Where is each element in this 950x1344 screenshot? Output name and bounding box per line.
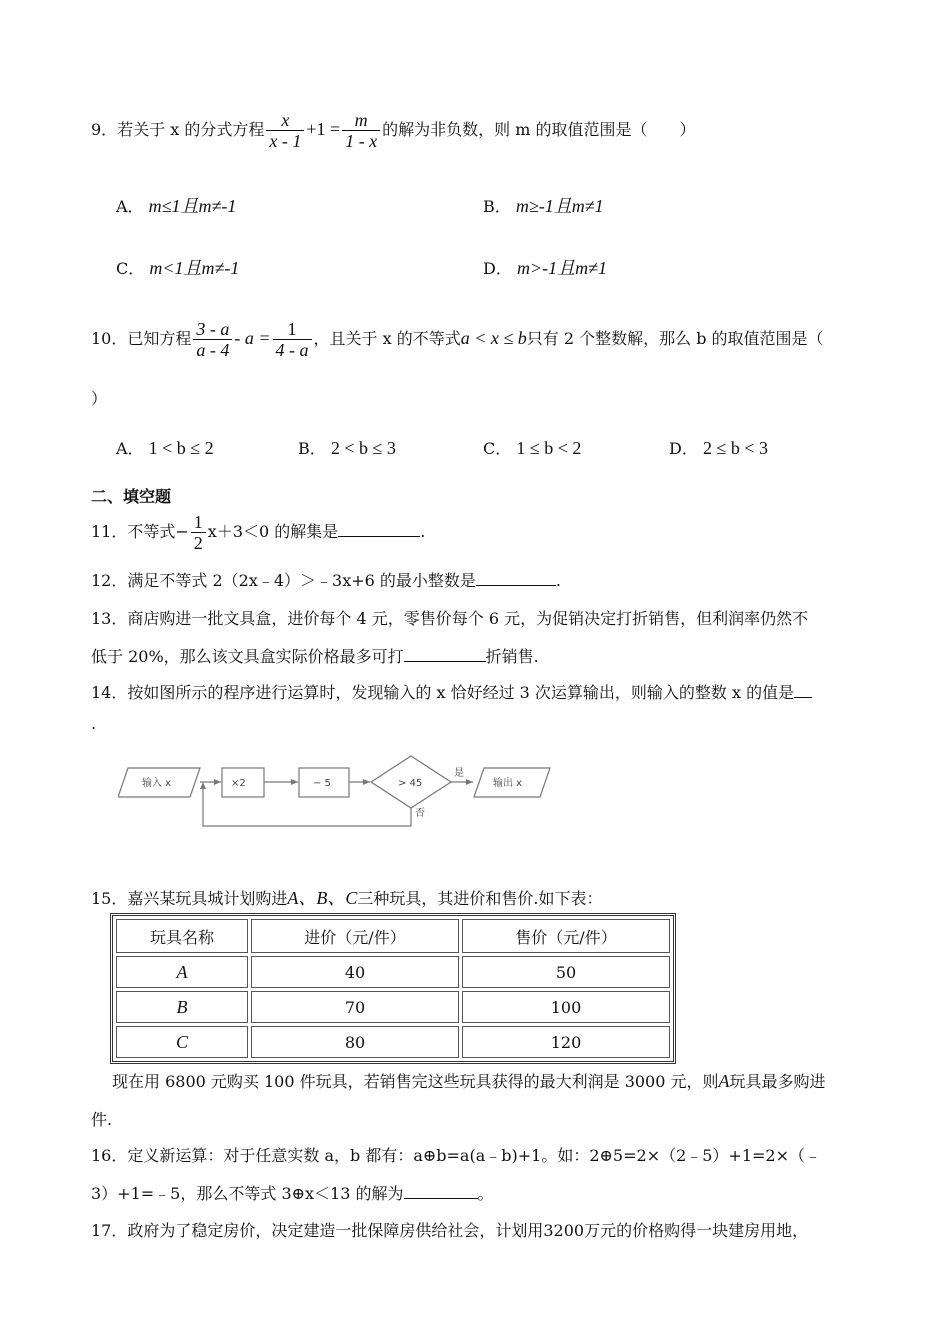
multiply-label: ×2 (231, 778, 246, 789)
fraction: $\frac{3 - a}{a - 4}$ (193, 319, 232, 360)
question-14: 14．按如图所示的程序进行运算时，发现输入的 x 恰好经过 3 次运算输出，则输入的整数 x 的值是 (91, 680, 812, 703)
condition-label: > 45 (398, 778, 423, 789)
header-cell: 进价（元/件） (251, 919, 459, 953)
question-13-line2: 低于 20%，那么该文具盒实际价格最多可打 折销售. (91, 647, 539, 666)
answer-blank[interactable] (794, 683, 812, 698)
option-b[interactable]: B． m≥-1且m≠1 (483, 196, 604, 216)
answer-blank[interactable] (338, 522, 420, 537)
header-cell: 售价（元/件） (462, 919, 670, 953)
header-cell: 玩具名称 (116, 919, 248, 953)
question-16-line2: 3）+1=﹣5，那么不等式 3⊕x＜13 的解为 。 (91, 1184, 494, 1203)
fraction: $\frac{1}{4 - a}$ (273, 319, 312, 360)
fraction: $\frac{x}{x - 1}$ (266, 110, 304, 151)
question-15: 15．嘉兴某玩具城计划购进A、B、C三种玩具，其进价和售价.如下表： (91, 888, 603, 908)
table-row: B 70 100 (116, 991, 670, 1023)
question-13-line1: 13．商店购进一批文具盒，进价每个 4 元，零售价每个 6 元，为促销决定打折销售，但利润率仍然不 (91, 609, 809, 628)
option-b[interactable]: B． 2 < b ≤ 3 (298, 438, 396, 458)
output-label: 输出 x (493, 778, 523, 789)
option-c[interactable]: C． m<1且m≠-1 (116, 258, 240, 278)
question-10-close: ） (91, 389, 108, 408)
question-15-end: 件. (91, 1110, 113, 1129)
fraction: $\frac{m}{1 - x}$ (342, 110, 380, 151)
yes-label: 是 (454, 768, 464, 779)
option-d[interactable]: D． 2 ≤ b < 3 (669, 438, 768, 458)
question-9: 9．若关于 x 的分式方程 $\frac{x}{x - 1}$ +1 = $\frac{m}{1 - x}$ 的解为非负数，则 m 的取值范围是（ ） (91, 110, 696, 151)
price-table (110, 913, 676, 1064)
option-d[interactable]: D． m>-1且m≠1 (483, 258, 607, 278)
table-header (116, 919, 670, 953)
question-16-line1: 16．定义新运算：对于任意实数 a，b 都有：a⊕b=a(a﹣b)+1。如：2⊕5=2×（2﹣5）+1=2×（﹣ (91, 1146, 822, 1165)
no-label: 否 (415, 808, 425, 819)
flowchart (118, 752, 558, 832)
question-14-end: . (91, 714, 97, 733)
question-11: 11．不等式− $\frac{1}{2}$ x＋3＜0 的解集是 . (91, 512, 426, 553)
question-10: 10．已知方程 $\frac{3 - a}{a - 4}$ - a = $\frac{1}{4 - a}$ ，且关于 x 的不等式a < x ≤ b只有 2 个整数解，那么 b 的取值范围是（ (91, 319, 824, 360)
answer-blank[interactable] (476, 571, 556, 586)
question-17: 17．政府为了稳定房价，决定建造一批保障房供给社会，计划用3200万元的价格购得一块建房用地， (91, 1221, 809, 1240)
question-number: 9． (91, 120, 118, 139)
input-label: 输入 x (142, 778, 172, 789)
answer-blank[interactable] (404, 647, 486, 662)
question-number: 10． (91, 329, 128, 348)
answer-blank[interactable] (404, 1184, 478, 1199)
fraction: $\frac{1}{2}$ (191, 512, 206, 553)
subtract-label: − 5 (313, 778, 331, 789)
option-a[interactable]: A． 1 < b ≤ 2 (116, 438, 214, 458)
table-row: A 40 50 (116, 956, 670, 988)
option-a[interactable]: A． m≤1且m≠-1 (116, 196, 237, 216)
section-title: 二、填空题 (91, 487, 172, 506)
option-c[interactable]: C． 1 ≤ b < 2 (483, 438, 582, 458)
question-12: 12．满足不等式 2（2x﹣4）＞﹣3x+6 的最小整数是 . (91, 571, 561, 590)
table-row: C 80 120 (116, 1026, 670, 1058)
question-15-text: 现在用 6800 元购买 100 件玩具，若销售完这些玩具获得的最大利润是 3000 元，则A玩具最多购进 (112, 1071, 826, 1091)
